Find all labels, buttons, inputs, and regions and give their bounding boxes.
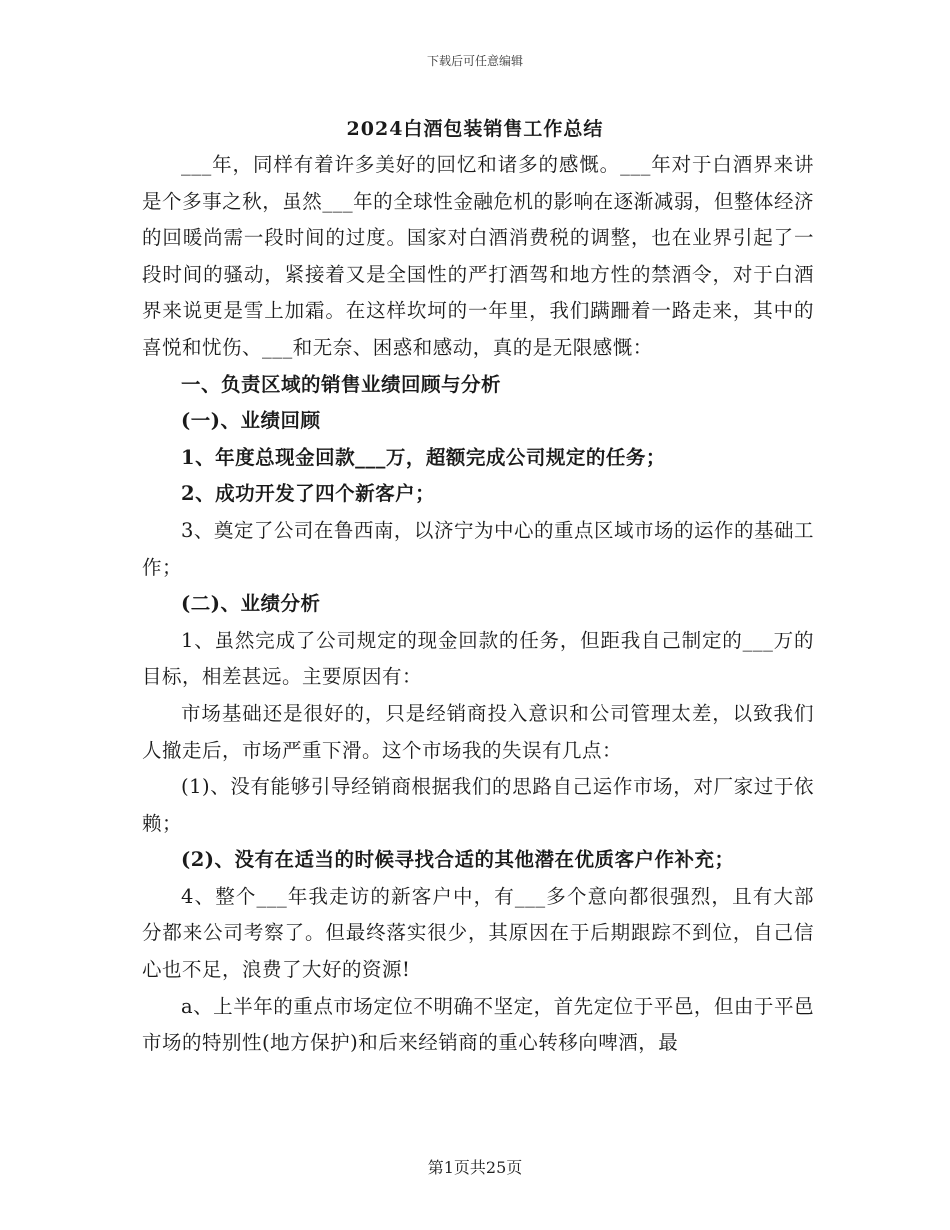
document-title: 2024白酒包装销售工作总结 <box>346 118 604 140</box>
list-item-1: 1、年度总现金回款___万，超额完成公司规定的任务； <box>181 445 666 469</box>
analysis-paragraph-4: 4、整个___年我走访的新客户中，有___多个意向都很强烈，且有大部分都来公司考察了。但最终落实很少，其原因在于后期跟踪不到位，自己信心也不足，浪费了大好的资源! <box>142 884 814 982</box>
section-heading-1: 一、负责区域的销售业绩回顾与分析 <box>181 372 502 396</box>
list-item-2: 2、成功开发了四个新客户； <box>181 482 436 506</box>
page-header-note: 下载后可任意编辑 <box>426 54 523 68</box>
subsection-heading-review: (一)、业绩回顾 <box>181 409 321 433</box>
analysis-point-1: (1)、没有能够引导经销商根据我们的思路自己运作市场，对厂家过于依赖； <box>142 775 814 835</box>
intro-paragraph: ___年，同样有着许多美好的回忆和诸多的感慨。___年对于白酒界来讲是个多事之秋，虽然___年的全球性金融危机的影响在逐渐减弱，但整体经济的回暖尚需一段时间的过度。国家对白酒消费税的调整，也在业界引起了一段时间的骚动，紧接着又是全国性的严打酒驾和地方性的禁酒令，对于白酒界来说更是雪上加霜。在这样坎坷的一年里，我们蹒跚着一路走来，其中的喜悦和忧伤、___和无奈、困惑和感动，真的是无限感慨： <box>142 153 814 359</box>
analysis-paragraph-1: 1、虽然完成了公司规定的现金回款的任务，但距我自己制定的___万的目标，相差甚远。主要原因有： <box>142 628 814 689</box>
analysis-point-2: (2)、没有在适当的时候寻找合适的其他潜在优质客户作补充； <box>181 848 735 872</box>
analysis-paragraph-market: 市场基础还是很好的，只是经销商投入意识和公司管理太差，以致我们人撤走后，市场严重下滑。这个市场我的失误有几点： <box>142 701 814 762</box>
document-body <box>142 147 814 1062</box>
page-number-footer: 第1页共25页 <box>427 1158 523 1177</box>
analysis-paragraph-a: a、上半年的重点市场定位不明确不坚定，首先定位于平邑，但由于平邑市场的特别性(地方保护)和后来经销商的重心转移向啤酒，最 <box>142 994 814 1055</box>
subsection-heading-analysis: (二)、业绩分析 <box>181 592 321 616</box>
list-item-3: 3、奠定了公司在鲁西南，以济宁为中心的重点区域市场的运作的基础工作； <box>142 518 814 579</box>
